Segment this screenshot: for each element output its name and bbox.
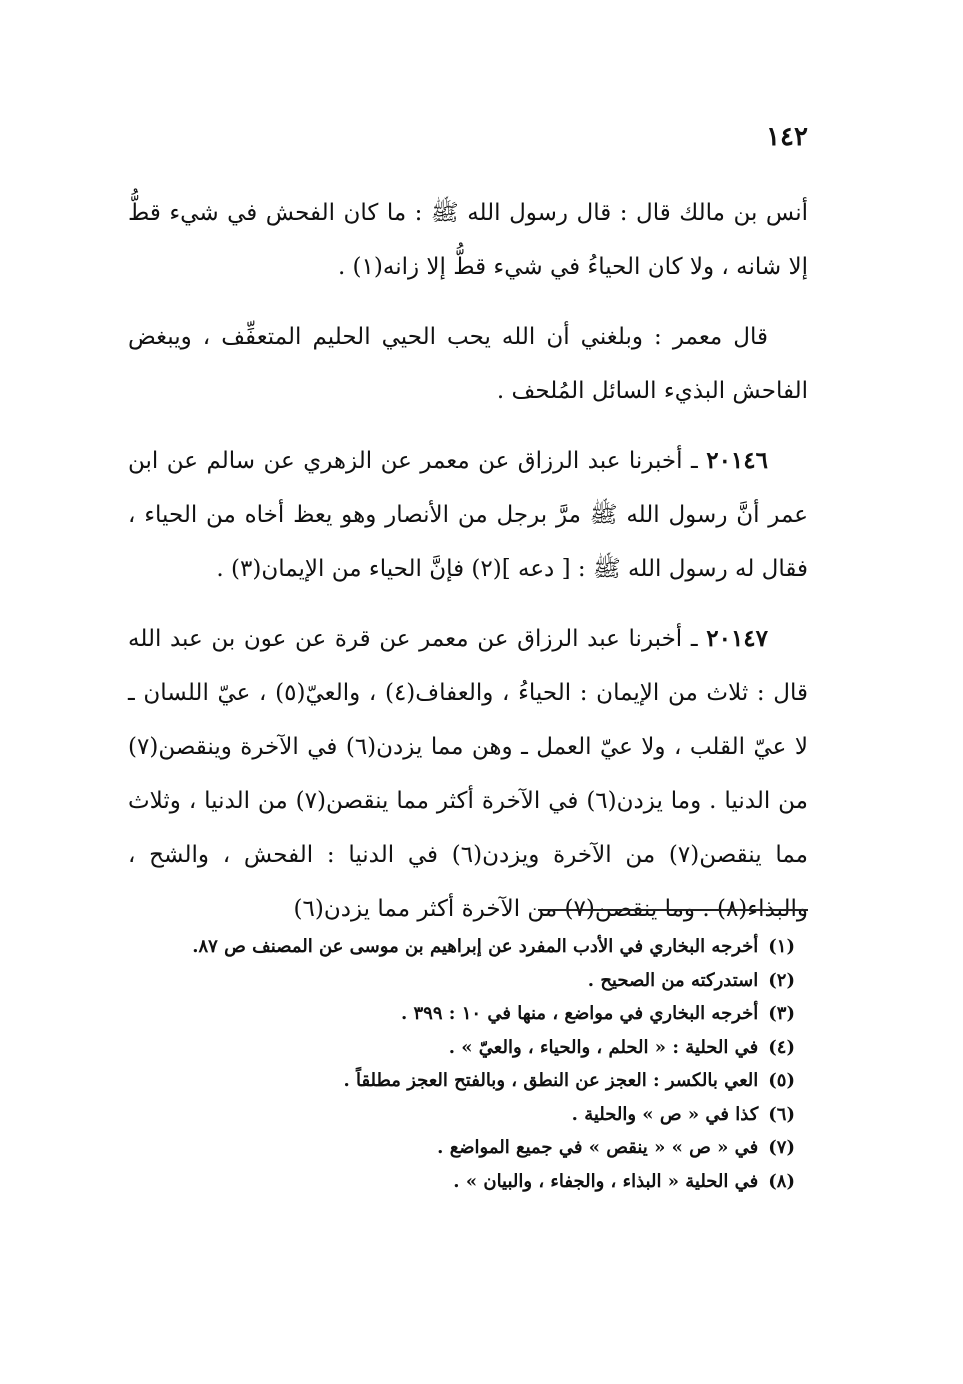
hadith-text: ـ أخبرنا عبد الرزاق عن معمر عن الزهري عن سالم عن ابن عمر أنَّ رسول الله ﷺ مرَّ برجل من الأنصار وهو يعظ أخاه من الحياء ، فقال له رسول الله ﷺ : [ دعه ](٢) فإنَّ الحياء من الإيمان(٣) .	[128, 448, 808, 582]
footnote	[155, 1131, 795, 1165]
footnote-text: العي بالكسر : العجز عن النطق ، وبالفتح العجز مطلقاً .	[343, 1070, 759, 1091]
footnote-text: في الحلية : « الحلم ، والحياء ، والعيّ » .	[448, 1036, 759, 1058]
hadith-text: ـ أخبرنا عبد الرزاق عن معمر عن قرة عن عون بن عبد الله قال : ثلاث من الإيمان : الحياءُ ، والعفاف(٤) ، والعيّ(٥) ، عيّ اللسان ـ لا عيّ القلب ، ولا عيّ العمل ـ وهن مما يزدن(٦) في الآخرة وينقصن(٧) من الدنيا . وما يزدن(٦) في الآخرة أكثر مما ينقصن(٧) من الدنيا ، وثلاث مما ينقصن(٧) من الآخرة ويزدن(٦) في الدنيا : الفحش ، والشح ، والبذاء(٨) . وما ينقصن(٧) من الآخرة أكثر مما يزدن(٦)	[128, 626, 808, 922]
paragraph: قال معمر : وبلغني أن الله يحب الحيي الحليم المتعفِّف ، ويبغض الفاحش البذيء السائل المُلحف .	[128, 324, 808, 404]
footnote-marker: (١)	[768, 936, 795, 957]
footnote	[155, 1031, 795, 1065]
footnote	[155, 1165, 795, 1199]
footnote	[155, 997, 795, 1031]
footnote-text: كذا في « ص » والحلية .	[571, 1103, 759, 1125]
footnote-text: استدركته من الصحيح .	[587, 969, 759, 991]
footnote-text: أخرجه البخاري في الأدب المفرد عن إبراهيم بن موسى عن المصنف ص ٨٧.	[192, 936, 759, 957]
hadith-paragraph	[128, 612, 808, 936]
page-number: ١٤٢	[766, 122, 808, 152]
footnote-text: أخرجه البخاري في مواضع ، منها في ١٠ : ٣٩٩ .	[400, 1003, 759, 1024]
footnote-text: في الحلية « البذاء ، والجفاء ، والبيان » .	[453, 1170, 759, 1192]
hadith-number: ٢٠١٤٦	[706, 447, 768, 474]
hadith-number: ٢٠١٤٧	[706, 625, 769, 652]
footnote-text: في « ص » « ينقص » في جميع المواضع .	[437, 1137, 759, 1158]
footnote-marker: (٥)	[768, 1070, 795, 1091]
footnote	[155, 1064, 795, 1098]
paragraph: أنس بن مالك قال : قال رسول الله ﷺ : ما كان الفحش في شيء قطُّ إلا شانه ، ولا كان الحياءُ في شيء قطُّ إلا زانه(١) .	[128, 200, 808, 280]
footnote	[155, 964, 795, 998]
footnotes	[155, 930, 795, 1198]
footnote	[155, 1098, 795, 1132]
footnote-marker: (٨)	[768, 1170, 795, 1192]
main-text	[128, 186, 808, 952]
footnote-marker: (٧)	[768, 1137, 795, 1158]
footnote-marker: (٦)	[768, 1103, 795, 1125]
footnote-marker: (٣)	[768, 1003, 795, 1024]
footnote	[155, 930, 795, 964]
hadith-paragraph	[128, 434, 808, 596]
footnote-marker: (٤)	[768, 1036, 795, 1058]
footnote-divider	[538, 909, 808, 911]
footnote-marker: (٢)	[768, 969, 795, 991]
